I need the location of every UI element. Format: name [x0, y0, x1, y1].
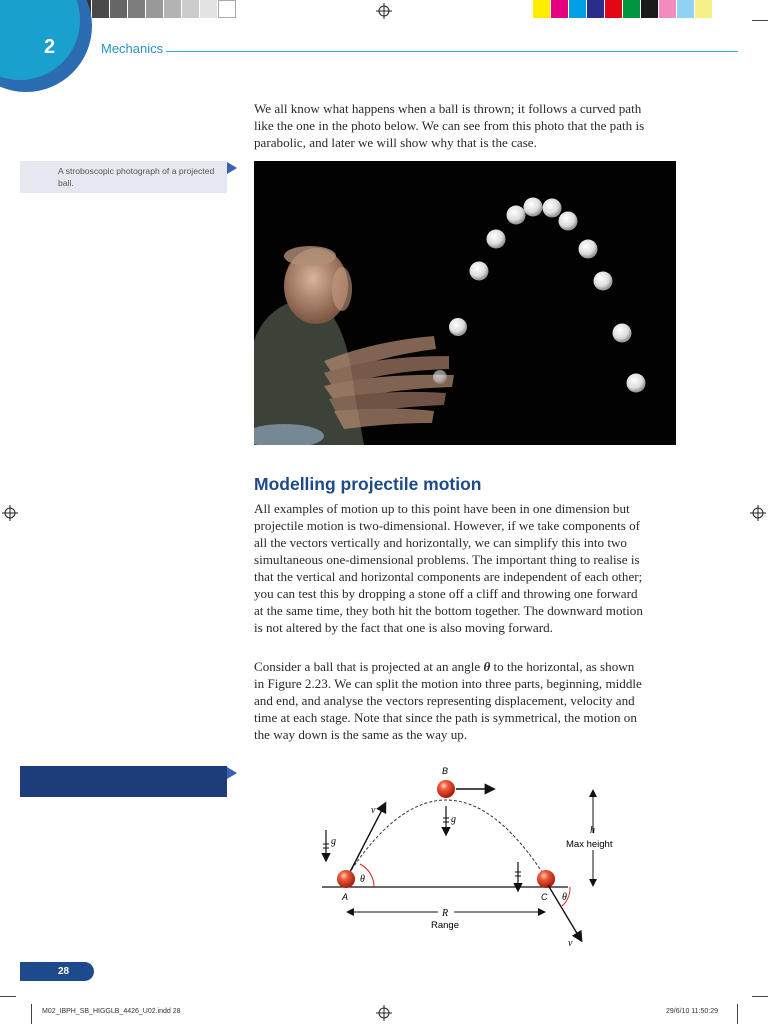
ball-image	[594, 272, 613, 291]
figure-caption-box	[20, 766, 227, 797]
trim-mark	[31, 1004, 32, 1024]
ball-image	[449, 318, 467, 336]
caption-pointer-icon	[227, 162, 237, 174]
color-bar	[533, 0, 713, 18]
ball-image	[524, 198, 543, 217]
angle-label-a: θ	[360, 874, 365, 885]
page-number: 28	[20, 962, 94, 981]
ball-b	[437, 780, 455, 798]
velocity-vector-a	[350, 804, 385, 872]
trim-mark	[737, 1004, 738, 1024]
range-symbol: R	[442, 908, 449, 919]
point-label-c: C	[541, 892, 548, 902]
chapter-number: 2	[44, 36, 56, 58]
gravity-label-a: g	[331, 836, 336, 847]
section-paragraph-2: Consider a ball that is projected at an angle θ to the horizontal, as shown in Figure 2.23. We can split the motion into three parts, beginning, middle and end, and analyse the vectors representing displacement, velocity and time at each stage. Note that since the path is symmetrical, the motion on the way down is the same as the way up.	[254, 659, 642, 742]
caption-pointer-icon	[227, 767, 237, 779]
velocity-end-label: v	[568, 938, 573, 949]
registration-mark-icon	[2, 505, 18, 521]
registration-mark-icon	[750, 505, 766, 521]
photo-illustration	[254, 161, 676, 445]
registration-mark-icon	[376, 1005, 392, 1021]
figure-caption: A projectile launched at an angle θ	[58, 771, 207, 793]
ball-image	[627, 374, 646, 393]
stroboscopic-photo	[254, 161, 676, 445]
section-paragraph-1: All examples of motion up to this point have been in one dimension but projectile motion is two-dimensional. However, if we take components of all the vectors vertically and horizontally, we can simplify this into two simultaneous one-dimensional problems. The important thing to realise is that the vertical and horizontal components are independent of each other; you can test this by dropping a stone off a cliff and throwing one forward at the same time, they both hit the bottom together. The downward motion is not altered by the fact that one is also moving forward.	[254, 501, 643, 635]
ball-image	[487, 230, 506, 249]
footer-file-info: M02_IBPH_SB_HIGGLB_4426_U02.indd 28	[42, 1008, 181, 1015]
projectile-diagram	[300, 760, 630, 950]
footer-timestamp: 29/6/10 11:50:29	[666, 1008, 719, 1015]
trim-mark	[752, 996, 768, 997]
ball-image	[470, 262, 489, 281]
trim-mark	[752, 20, 768, 21]
ball-a	[337, 870, 355, 888]
ball-image	[507, 206, 526, 225]
photo-caption-box	[20, 161, 227, 193]
gravity-label-b: g	[451, 814, 456, 825]
header-rule	[166, 51, 738, 52]
registration-mark-icon	[376, 3, 392, 19]
photo-caption: A stroboscopic photograph of a projected ball.	[58, 166, 215, 188]
trim-mark	[0, 996, 16, 997]
intro-paragraph: We all know what happens when a ball is thrown; it follows a curved path like the one in the photo below. We can see from this photo that the path is parabolic, and later we will show why that is the case.	[254, 101, 645, 150]
ball-c	[537, 870, 555, 888]
angle-label-c: θ	[562, 892, 567, 903]
ball-image	[559, 212, 578, 231]
ball-image	[579, 240, 598, 259]
range-label: Range	[431, 920, 459, 931]
point-label-a: A	[342, 892, 349, 902]
theta-symbol: θ	[483, 659, 491, 674]
section-heading: Modelling projectile motion	[254, 474, 482, 494]
figure-label: Figure 2.23	[58, 771, 104, 781]
height-symbol: h	[590, 825, 595, 836]
height-label: Max height	[566, 839, 613, 850]
chapter-title: Mechanics	[101, 41, 164, 56]
velocity-label: v	[371, 805, 376, 816]
point-label-b: B	[442, 766, 449, 776]
ball-image	[543, 199, 562, 218]
ball-image	[613, 324, 632, 343]
